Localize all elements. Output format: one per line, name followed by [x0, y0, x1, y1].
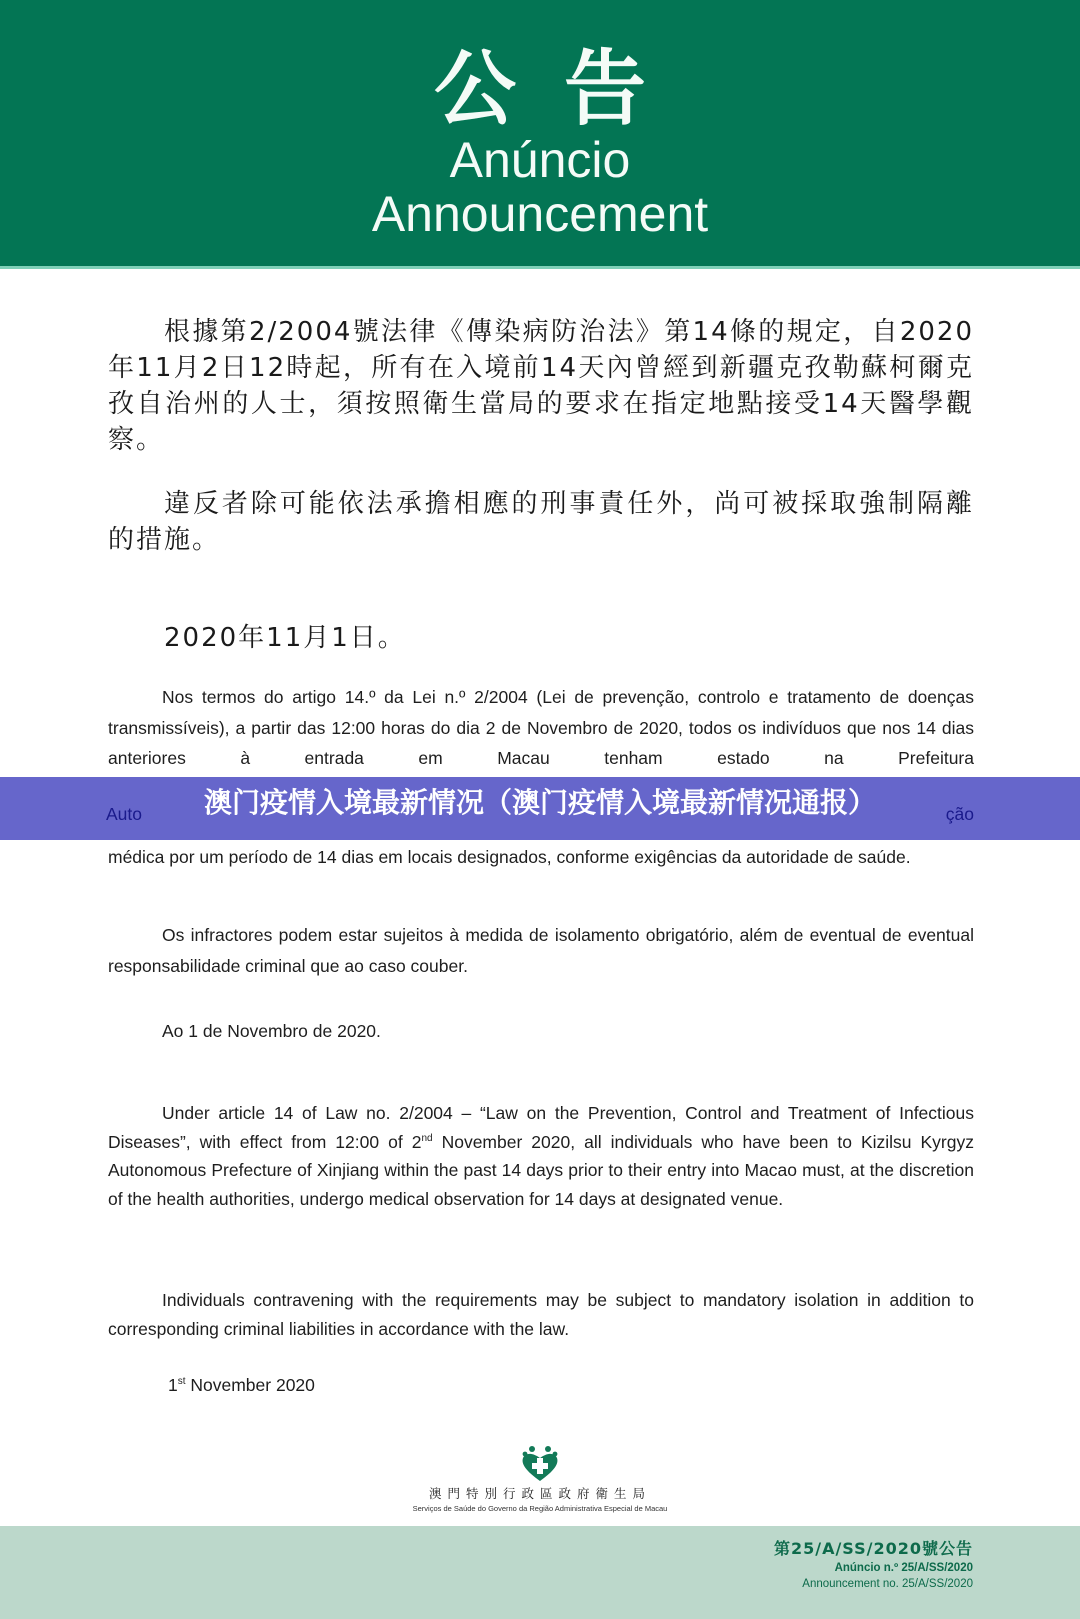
english-ordinal-st: st: [177, 1376, 186, 1387]
announcement-number-chinese: 第25/A/SS/2020號公告: [773, 1539, 973, 1558]
chinese-paragraph-1: 根據第2/2004號法律《傳染病防治法》第14條的規定，自2020年11月2日12時起，所有在入境前14天內曾經到新疆克孜勒蘇柯爾克孜自治州的人士，須按照衛生當局的要求在指定地點接受14天醫學觀察。: [108, 317, 974, 455]
announcement-number-portuguese: Anúncio n.º 25/A/SS/2020: [834, 1562, 973, 1574]
portuguese-partial-a: Auto: [106, 804, 142, 824]
english-date-rest: November 2020: [185, 1375, 315, 1395]
chinese-date: 2020年11月1日。: [164, 623, 406, 653]
issuer-name-portuguese: Serviços de Saúde do Governo da Região Administrativa Especial de Macau: [412, 1504, 668, 1513]
issuer-logo-block: [0, 1444, 1080, 1513]
english-date-day: 1: [168, 1375, 178, 1395]
portuguese-date: Ao 1 de Novembro de 2020.: [162, 1021, 381, 1041]
english-paragraph-2: Individuals contravening with the requirements may be subject to mandatory isolation in addition to corresponding criminal liabilities in accordance with the law.: [108, 1290, 974, 1339]
english-paragraph-1-a: Under article 14 of Law no. 2/2004 – “Law on the Prevention, Control and Treatment of Infectious Diseases”, with effect from 12:00 of 2: [108, 1103, 974, 1152]
title-english: Announcement: [371, 186, 709, 242]
english-paragraph-1-b: November 2020, all individuals who have been to Kizilsu Kyrgyz Autonomous Prefecture of Xinjiang within the past 14 days prior to their entry into Macao must, at the discretion of the health authorities, undergo medical observation for 14 days at designated venue.: [108, 1131, 974, 1209]
english-ordinal-nd: nd: [421, 1132, 433, 1144]
portuguese-paragraph-1-end: médica por um período de 14 dias em locais designados, conforme exigências da autoridade de saúde.: [108, 847, 911, 867]
announcement-header: [0, 0, 1080, 269]
portuguese-partial-b: ção: [945, 804, 974, 824]
overlay-title-banner: 澳门疫情入境最新情况（澳门疫情入境最新情况通报）: [0, 777, 1080, 829]
chinese-paragraph-2: 違反者除可能依法承擔相應的刑事責任外，尚可被採取強制隔離的措施。: [108, 489, 974, 555]
footer-band: [0, 1526, 1080, 1619]
portuguese-paragraph-1-start: Nos termos do artigo 14.º da Lei n.º 2/2004 (Lei de prevenção, controlo e tratamento de doenças transmissíveis), a partir das 12:00 horas do dia 2 de Novembro de 2020, todos os indivíduos que nos 14 dias anteriores à entrada em Macau tenham estado na Prefeitura: [108, 687, 974, 768]
issuer-name-chinese: 澳門特別行政區政府衛生局: [428, 1486, 651, 1501]
title-chinese: 公告: [433, 42, 694, 137]
english-date: [168, 1370, 768, 1401]
overlay-banner-lower-strip: [0, 829, 1080, 840]
portuguese-paragraph-2: Os infractores podem estar sujeitos à medida de isolamento obrigatório, além de eventual de eventual responsabilidade criminal que ao caso couber.: [108, 925, 974, 976]
title-portuguese: Anúncio: [449, 132, 631, 188]
english-paragraph-1: [108, 1099, 974, 1213]
heart-cross-people-icon: [520, 1444, 560, 1482]
announcement-number-english: Announcement no. 25/A/SS/2020: [802, 1578, 973, 1590]
